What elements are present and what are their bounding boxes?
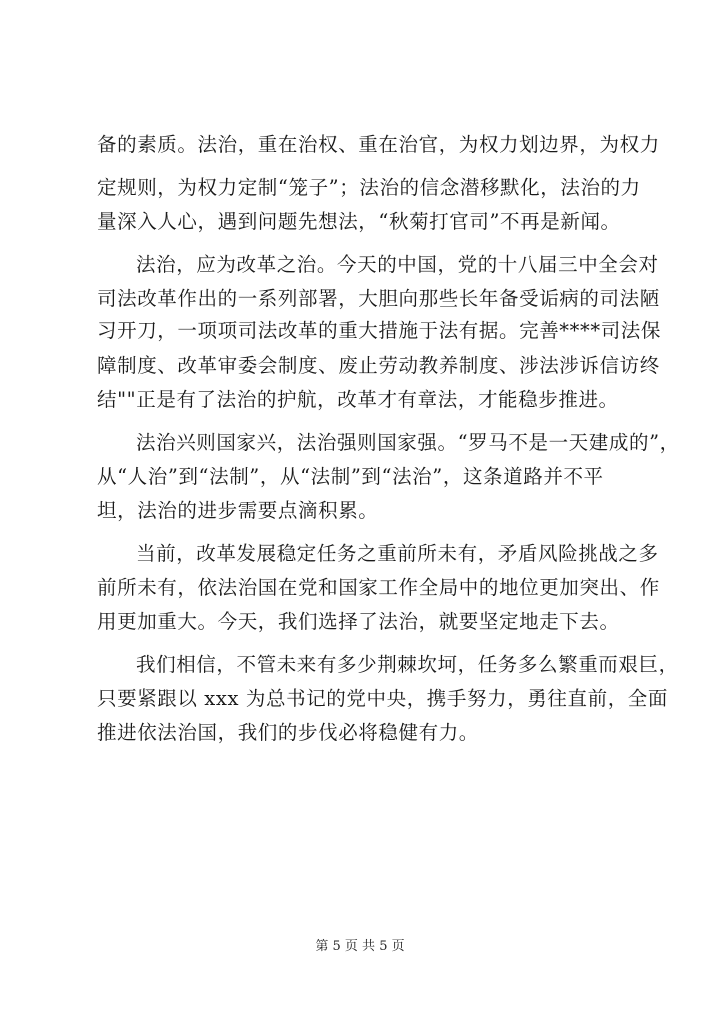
- paragraph-4-line-2: 前所未有，依法治国在党和国家工作全局中的地位更加突出、作: [97, 576, 660, 599]
- paragraph-5-line-3: 推进依法治国，我们的步伐必将稳健有力。: [97, 721, 479, 744]
- paragraph-3-line-2: 从“人治”到“法制”，从“法制”到“法治”，这条道路并不平: [97, 465, 604, 488]
- paragraph-4-line-3: 用更加重大。今天，我们选择了法治，就要坚定地走下去。: [97, 610, 620, 633]
- paragraph-5-line-2: 只要紧跟以 xxx 为总书记的党中央，携手努力，勇往直前，全面: [97, 687, 668, 710]
- paragraph-2-line-1: 法治，应为改革之治。今天的中国，党的十八届三中全会对: [136, 253, 659, 276]
- paragraph-1-line-3: 量深入人心，遇到问题先想法，“秋菊打官司”不再是新闻。: [97, 210, 621, 233]
- paragraph-4-line-1: 当前，改革发展稳定任务之重前所未有，矛盾风险挑战之多: [136, 542, 659, 565]
- paragraph-2-line-5: 结""正是有了法治的护航，改革才有章法，才能稳步推进。: [97, 388, 619, 411]
- paragraph-3-line-1: 法治兴则国家兴，法治强则国家强。“罗马不是一天建成的”，: [136, 431, 680, 454]
- paragraph-2-line-4: 障制度、改革审委会制度、废止劳动教养制度、涉法涉诉信访终: [97, 354, 660, 377]
- paragraph-3-line-3: 坦，法治的进步需要点滴积累。: [97, 499, 379, 522]
- paragraph-1-line-2: 定规则，为权力定制“笼子”；法治的信念潜移默化，法治的力: [97, 176, 641, 199]
- paragraph-5-line-1: 我们相信，不管未来有多少荆棘坎坷，任务多么繁重而艰巨，: [136, 653, 679, 676]
- paragraph-2-line-2: 司法改革作出的一系列部署，大胆向那些长年备受诟病的司法陋: [97, 287, 660, 310]
- page-number-footer: 第 5 页 共 5 页: [315, 939, 405, 954]
- paragraph-1-line-1: 备的素质。法治，重在治权、重在治官，为权力划边界，为权力: [97, 133, 660, 156]
- paragraph-2-line-3: 习开刀，一项项司法改革的重大措施于法有据。完善****司法保: [97, 319, 662, 342]
